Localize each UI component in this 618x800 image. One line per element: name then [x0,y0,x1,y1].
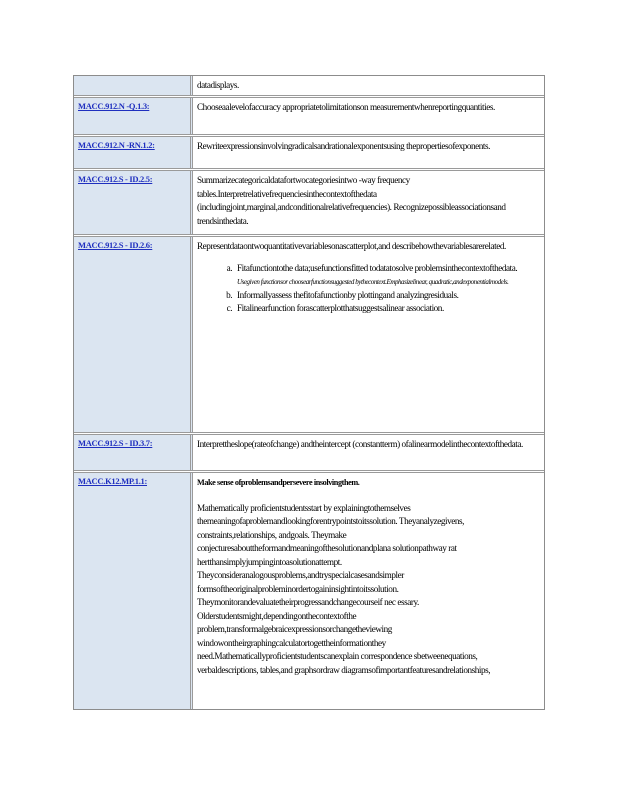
standard-description: Make sense ofproblemsandpersevere insolvingthem. Mathematically proficientstudentsstart by explainingtothemselves themeaningofaproblemandlookingforentrypointstoitssolution. Theyanalyzegivens, constraints,relationships, andgoals. Theymake conjecturesabouttheformandmeaningofthesolutionandplana solutionpathway rat hertthansimplyjumpingintoasolutionattempt. Theyconsideranalogousproblems,andtryspecialcasesandsimpler formsoftheoriginalprobleminordertogaininsightintoitssolution. Theymonitorandevaluatetheirprogressandchangecourseif nec essary. Olderstudentsmight,dependingonthecontextofthe problem,transformalgebraicexpressionsorchangetheviewing windowontheirgraphingcalculatortogettheinformationthey need.Mathematicallyproficientstudentscanexplain correspondence sbetweenequations, verbaldescriptions, tables,and graphsordraw diagramsofimportantfeaturesandrelationships, [193,473,544,709]
table-row [74,171,544,237]
standard-description: Summarizecategoricaldatafortwocategoriesintwo -way frequency tables.Interpretrelativefrequenciesinthecontextofthedata (includingjoint,marginal,andconditionalrelativefrequencies). Recognizepossibleassociationsand trendsinthedata. [197,175,506,226]
table-row [74,76,544,98]
table-row [74,137,544,171]
standard-code-cell [74,76,193,95]
standard-code-cell [74,473,193,709]
standard-code-link[interactable]: MACC.912.S - ID.3.7: [78,438,153,448]
standard-code-link[interactable]: MACC.912.S - ID.2.5: [78,174,153,184]
standard-code-link[interactable]: MACC.912.N -Q.1.3: [78,101,150,111]
standard-description: Chooseaalevelofaccuracy appropriatetolimitationson measurementwhenreportingquantities. [197,102,495,112]
list-item: c. Fitalinearfunction forascatterplotthatsuggestsalinear association. [234,302,540,316]
list-item: a. Fitafunctiontothe data;usefunctionsfitted todatatosolve problemsinthecontextofthedata. Usegiven functionsor choosearfunctionsuggested bythecontext.Emphasizelinear, quadratic,andexponentialmodels. [234,262,540,289]
standard-description: Rewriteexpressionsinvolvingradicalsandrationalexponentsusing thepropertiesofexponents. [197,141,490,151]
standards-table [73,75,545,710]
table-row [74,435,544,473]
standard-description: Interprettheslope(rateofchange) andtheintercept (constantterm) ofalinearmodelinthecontextofthedata. [197,439,523,449]
practice-heading: Make sense ofproblemsandpersevere insolvingthem. [197,478,360,487]
standard-description: datadisplays. [197,80,239,90]
standard-code-link[interactable]: MACC.K12.MP.1.1: [78,476,148,486]
sub-standard-list [197,262,540,316]
list-item: b. Informallyassess thefitofafunctionby plottingand analyzingresiduals. [234,289,540,303]
standard-code-cell [74,435,193,470]
table-row [74,237,544,435]
standard-code-cell [74,137,193,168]
standard-code-cell [74,171,193,234]
standard-code-cell [74,237,193,432]
table-row [74,98,544,137]
standard-description: Representdataontwoquantitativevariablesonascatterplot,and describehowthevariablesarerelated. a. Fitafunctiontothe data;usefunctionsfitted todatatosolve problemsinthecontextofthedata. Usegiven functionsor choosearfunctionsuggested bythecontext.Emphasizelinear, quadratic,andexponentialmodels. b. Informallyassess thefitofafunctionby plottingand analyzingresiduals. c. Fitalinearfunction forascatterplotthatsuggestsalinear association. [193,237,544,432]
table-row [74,473,544,709]
standard-code-link[interactable]: MACC.912.N -RN.1.2: [78,140,155,150]
standard-code-cell [74,98,193,134]
standard-code-link[interactable]: MACC.912.S - ID.2.6: [78,240,153,250]
standard-note: Usegiven functionsor choosearfunctionsuggested bythecontext.Emphasizelinear, quadratic,andexponentialmodels. [237,278,509,286]
